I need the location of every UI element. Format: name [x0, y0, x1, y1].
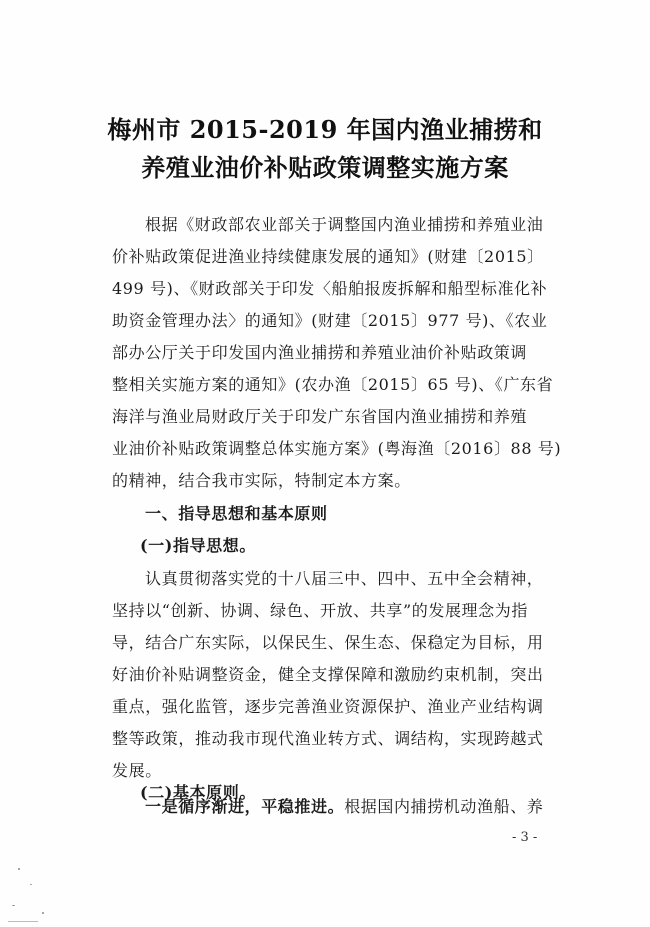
intro-paragraph-line: 根据《财政部农业部关于调整国内渔业捕捞和养殖业油: [145, 215, 544, 234]
guiding-paragraph-line: 认真贯彻落实党的十八届三中、四中、五中全会精神，: [145, 569, 544, 588]
intro-paragraph-line: 的精神，结合我市实际，特制定本方案。: [112, 471, 411, 490]
scan-speck: [42, 912, 44, 914]
intro-paragraph-line: 助资金管理办法〉的通知》(财建〔2015〕977 号)、《农业: [112, 311, 548, 330]
intro-paragraph-line: 整相关实施方案的通知》(农办渔〔2015〕65 号)、《广东省: [112, 375, 554, 394]
intro-paragraph-line: 价补贴政策促进渔业持续健康发展的通知》(财建〔2015〕: [112, 247, 544, 266]
principle-text: 根据国内捕捞机动渔船、养: [344, 797, 544, 816]
guiding-paragraph-line: 导，结合广东实际，以保民生、保生态、保稳定为目标，用: [112, 633, 544, 652]
guiding-paragraph-line: 重点，强化监管，逐步完善渔业资源保护、渔业产业结构调: [112, 697, 544, 716]
principle-line: [145, 794, 543, 817]
intro-paragraph-line: 业油价补贴政策调整总体实施方案》(粤海渔〔2016〕88 号): [112, 439, 562, 458]
guiding-paragraph-line: 好油价补贴调整资金，健全支撑保障和激励约束机制，突出: [112, 665, 544, 684]
subsection-heading: (一)指导思想。: [140, 536, 256, 555]
guiding-paragraph-line: 发展。: [112, 761, 162, 780]
intro-paragraph-line: 部办公厅关于印发国内渔业捕捞和养殖业油价补贴政策调: [112, 343, 528, 362]
principle-lead: 一是循序渐进，平稳推进。: [145, 797, 345, 816]
scan-speck: [30, 884, 32, 885]
document-title-line-1: 梅州市 2015-2019 年国内渔业捕捞和: [107, 115, 543, 144]
document-title-line-2: 养殖业油价补贴政策调整实施方案: [141, 153, 509, 182]
guiding-paragraph-line: 整等政策，推动我市现代渔业转方式、调结构，实现跨越式: [112, 729, 544, 748]
scan-mark: [8, 921, 38, 922]
scan-speck: [12, 905, 15, 906]
subsection-heading: (二)基本原则。: [140, 783, 256, 802]
intro-paragraph-line: 海洋与渔业局财政厅关于印发广东省国内渔业捕捞和养殖: [112, 407, 528, 426]
intro-paragraph-line: 499 号)、《财政部关于印发〈船舶报废拆解和船型标准化补: [112, 279, 548, 298]
section-heading: 一、指导思想和基本原则: [145, 504, 328, 523]
guiding-paragraph-line: 坚持以“创新、协调、绿色、开放、共享”的发展理念为指: [112, 601, 528, 620]
page-number: - 3 -: [512, 830, 538, 845]
scan-speck: [18, 868, 20, 870]
